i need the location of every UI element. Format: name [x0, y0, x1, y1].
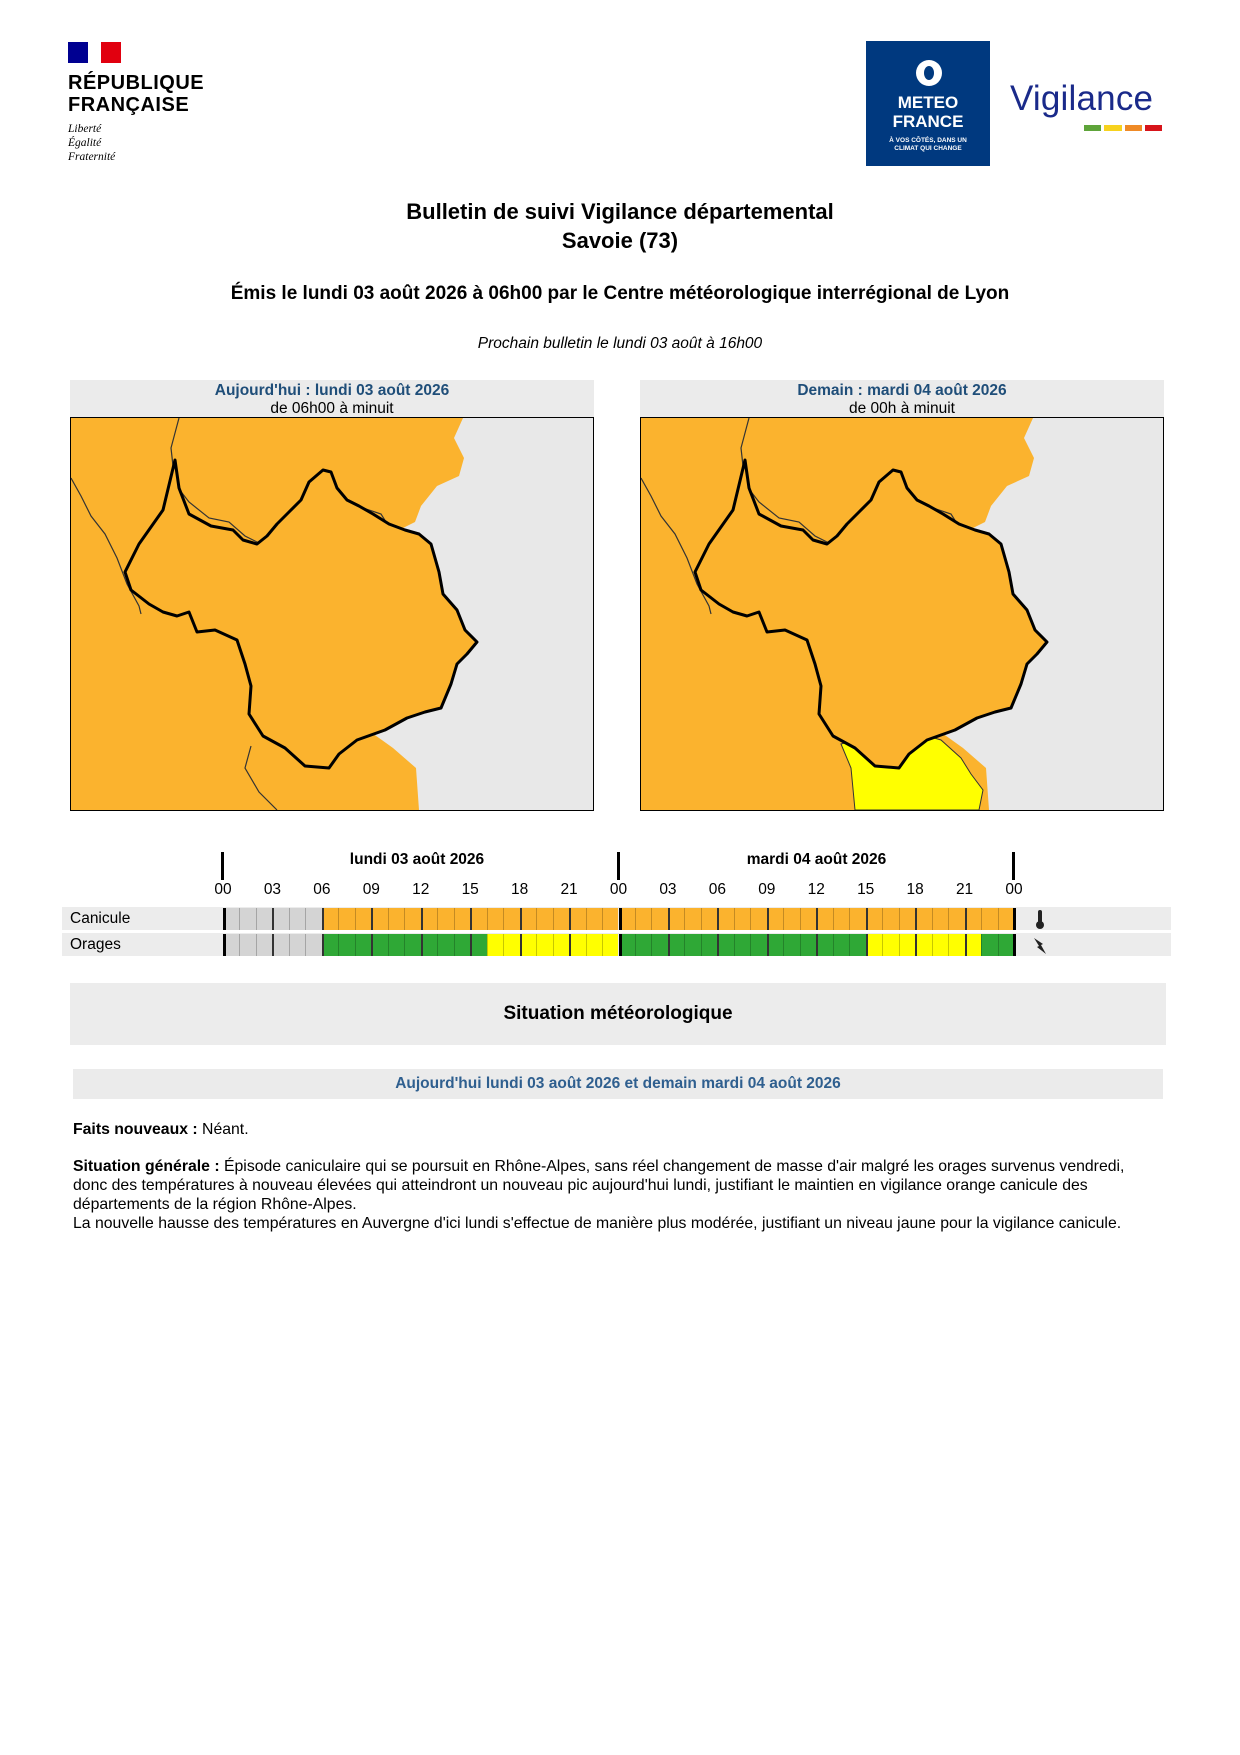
timeline-hour-cell — [272, 908, 288, 930]
timeline-hour-cell — [454, 934, 470, 956]
timeline-hour-cell — [355, 934, 371, 956]
rf-motto-fraternite: Fraternité — [68, 151, 116, 163]
timeline-hour-cell — [651, 908, 667, 930]
timeline-hour-cell — [388, 908, 404, 930]
mf-tagline-line2: CLIMAT QUI CHANGE — [894, 145, 962, 152]
situation-text-2: La nouvelle hausse des températures en Auvergne d'ici lundi s'effectue de manière plus modérée, justifiant un niveau jaune pour la vigilance canicule. — [73, 1215, 1122, 1232]
timeline-hour-cell — [783, 934, 799, 956]
republique-francaise-logo — [68, 42, 208, 172]
timeline-hour-cell — [256, 934, 272, 956]
timeline-tick-label: 06 — [708, 881, 726, 898]
timeline-tick-label: 00 — [214, 881, 232, 898]
timeline-hour-cell — [932, 934, 948, 956]
timeline-tick-label: 21 — [955, 881, 974, 898]
timeline-hour-cell — [239, 908, 255, 930]
timeline-hour-cell — [536, 908, 552, 930]
timeline-hour-cell — [800, 934, 816, 956]
map-tomorrow-day: Demain : mardi 04 août 2026 — [797, 382, 1007, 399]
timeline-hour-cell — [586, 934, 602, 956]
timeline-day-separator — [617, 852, 620, 880]
marianne-flag-icon — [68, 42, 121, 63]
timeline-tick-label: 21 — [560, 881, 578, 898]
timeline-tick-label: 00 — [1005, 881, 1023, 898]
timeline-hour-cell — [717, 908, 733, 930]
mf-name-line1: METEO — [897, 93, 959, 112]
rf-motto-liberte: Liberté — [68, 123, 102, 135]
timeline-hour-cell — [701, 934, 717, 956]
timeline-hour-cell — [553, 908, 569, 930]
timeline-hour-cell — [223, 934, 239, 956]
timeline-hour-cell — [882, 934, 898, 956]
timeline-hour-cell — [619, 934, 635, 956]
situation-label: Situation générale : — [73, 1158, 220, 1175]
timeline-hour-cell — [635, 934, 651, 956]
timeline-hour-cell — [421, 908, 437, 930]
timeline-tick-label: 18 — [906, 881, 924, 898]
timeline-tick-label: 15 — [461, 881, 479, 898]
timeline-hour-cell — [948, 908, 964, 930]
map-tomorrow-span: de 00h à minuit — [849, 400, 955, 417]
timeline-hour-cell — [503, 908, 519, 930]
mf-name-line2: FRANCE — [892, 112, 964, 131]
orages-label: Orages — [70, 936, 121, 953]
timeline-hour-cell — [305, 934, 321, 956]
issued-line: Émis le lundi 03 août 2026 à 06h00 par le Centre météorologique interrégional de Lyon — [230, 283, 1010, 304]
timeline-hour-cell — [338, 908, 354, 930]
map-tomorrow — [640, 417, 1164, 811]
timeline-hour-cell — [569, 934, 585, 956]
thermometer-icon — [1032, 908, 1048, 930]
timeline-hour-cell — [272, 934, 288, 956]
timeline-hour-cell — [388, 934, 404, 956]
timeline-hour-cell — [322, 908, 338, 930]
vigilance-wordmark: Vigilance — [1010, 79, 1154, 118]
situation-title: Situation météorologique — [70, 983, 1166, 1045]
rf-name-line1: RÉPUBLIQUE — [68, 72, 205, 94]
timeline-hour-cell — [289, 908, 305, 930]
timeline-hour-cell — [981, 908, 997, 930]
timeline-hour-cell — [322, 934, 338, 956]
timeline-hour-cell — [734, 934, 750, 956]
timeline-hour-cell — [256, 908, 272, 930]
timeline-hour-cell — [948, 934, 964, 956]
timeline-day1-label: lundi 03 août 2026 — [349, 851, 485, 868]
timeline-hour-cell — [651, 934, 667, 956]
map-today-day: Aujourd'hui : lundi 03 août 2026 — [214, 382, 450, 399]
timeline-hour-cell — [239, 934, 255, 956]
rf-motto-egalite: Égalité — [68, 137, 102, 149]
timeline-tick-label: 06 — [313, 881, 331, 898]
timeline-hour-cell — [899, 908, 915, 930]
timeline-hour-cell — [487, 908, 503, 930]
timeline-hour-cell — [305, 908, 321, 930]
faits-text: Néant. — [197, 1121, 249, 1138]
timeline-tick-label: 15 — [857, 881, 875, 898]
timeline-hour-cell — [866, 934, 882, 956]
timeline-hour-cell — [816, 908, 832, 930]
timeline-hour-cell — [783, 908, 799, 930]
mf-tagline-line1: À VOS CÔTÉS, DANS UN — [889, 137, 967, 144]
timeline-hour-cell — [849, 908, 865, 930]
timeline-hour-cell — [816, 934, 832, 956]
timeline-end-marker — [1013, 934, 1016, 956]
timeline-tick-label: 09 — [758, 881, 776, 898]
meteo-france-logo — [866, 41, 990, 166]
timeline-hour-cell — [882, 908, 898, 930]
timeline-hour-cell — [750, 908, 766, 930]
timeline-hour-cell — [503, 934, 519, 956]
bulletin-title: Bulletin de suivi Vigilance départemental — [406, 199, 834, 224]
map-today-span: de 06h00 à minuit — [270, 400, 394, 417]
timeline-hour-cell — [602, 908, 618, 930]
timeline-hour-cell — [586, 908, 602, 930]
timeline-hour-cell — [965, 934, 981, 956]
timeline-hour-cell — [915, 908, 931, 930]
timeline-hour-cell — [684, 908, 700, 930]
timeline-hour-cell — [470, 934, 486, 956]
timeline-hour-cell — [569, 908, 585, 930]
vigilance-bar-2 — [1125, 125, 1142, 131]
timeline-hour-cell — [635, 908, 651, 930]
timeline-hour-cell — [998, 908, 1014, 930]
timeline-hour-cell — [668, 934, 684, 956]
timeline-hour-cell — [899, 934, 915, 956]
vigilance-logo — [1010, 80, 1160, 134]
faits-nouveaux — [73, 1120, 1163, 1139]
timeline-hour-cell — [421, 934, 437, 956]
vigilance-color-bars — [1084, 125, 1162, 131]
timeline-hour-cell — [602, 934, 618, 956]
map-tomorrow-svg — [641, 418, 1163, 810]
timeline-hour-cell — [965, 908, 981, 930]
timeline-hour-cell — [487, 934, 503, 956]
timeline-hour-cell — [520, 934, 536, 956]
timeline-hour-cell — [619, 908, 635, 930]
timeline-hour-cell — [454, 908, 470, 930]
timeline-hour-cell — [800, 908, 816, 930]
map-today-header — [70, 380, 594, 417]
timeline-hour-cell — [701, 908, 717, 930]
timeline-hour-cell — [833, 934, 849, 956]
timeline-tick-label: 03 — [263, 881, 282, 898]
period-title: Aujourd'hui lundi 03 août 2026 et demain mardi 04 août 2026 — [73, 1069, 1163, 1099]
next-bulletin: Prochain bulletin le lundi 03 août à 16h00 — [477, 335, 763, 352]
timeline-hour-cell — [981, 934, 997, 956]
timeline-hour-cell — [553, 934, 569, 956]
timeline-hour-cell — [355, 908, 371, 930]
timeline-hour-cell — [833, 908, 849, 930]
vigilance-bar-1 — [1104, 125, 1121, 131]
timeline-hour-cell — [470, 908, 486, 930]
timeline-hour-cell — [767, 908, 783, 930]
vigilance-bar-0 — [1084, 125, 1101, 131]
timeline-hour-cell — [520, 908, 536, 930]
timeline-hour-cell — [404, 934, 420, 956]
timeline-hour-cell — [223, 908, 239, 930]
timeline-tick-label: 18 — [511, 881, 529, 898]
timeline-tick-label: 12 — [412, 881, 430, 898]
timeline-hour-cell — [717, 934, 733, 956]
timeline-tick-label: 00 — [609, 881, 628, 898]
timeline-hour-cell — [767, 934, 783, 956]
timeline-hour-cell — [668, 908, 684, 930]
timeline-tick-label: 09 — [362, 881, 380, 898]
timeline-day-separator — [221, 852, 224, 880]
lightning-icon — [1030, 936, 1050, 956]
timeline-hour-cell — [866, 908, 882, 930]
timeline-tick-label: 12 — [807, 881, 825, 898]
timeline-hour-cell — [437, 908, 453, 930]
vigilance-bar-3 — [1145, 125, 1162, 131]
timeline-hour-cell — [536, 934, 552, 956]
timeline-hour-cell — [289, 934, 305, 956]
timeline-hour-cell — [684, 934, 700, 956]
timeline-hour-cell — [404, 908, 420, 930]
timeline-day2-label: mardi 04 août 2026 — [746, 851, 887, 868]
timeline-hour-cell — [849, 934, 865, 956]
situation-text: Épisode caniculaire qui se poursuit en Rhône-Alpes, sans réel changement de masse d'air malgré les orages survenus vendredi, donc des températures à nouveau élevées qui atteindront un nouveau pic aujourd'hui lundi, justifiant le maintien en vigilance orange canicule des départements de la région Rhône-Alpes. — [73, 1158, 1125, 1213]
timeline-hour-cell — [915, 934, 931, 956]
map-today — [70, 417, 594, 811]
timeline-hour-cell — [734, 908, 750, 930]
map-tomorrow-header — [640, 380, 1164, 417]
map-today-svg — [71, 418, 593, 810]
rf-name-line2: FRANÇAISE — [68, 94, 190, 116]
timeline-day-separator — [1012, 852, 1015, 880]
timeline-hour-cell — [750, 934, 766, 956]
faits-label: Faits nouveaux : — [73, 1121, 198, 1138]
timeline-tick-label: 03 — [659, 881, 677, 898]
situation-generale — [73, 1157, 1163, 1233]
timeline-hour-cell — [437, 934, 453, 956]
timeline-hour-cell — [371, 934, 387, 956]
canicule-label: Canicule — [70, 910, 131, 927]
timeline-hour-cell — [998, 934, 1014, 956]
timeline-hour-cell — [932, 908, 948, 930]
department-title: Savoie (73) — [561, 228, 679, 253]
timeline-hour-cell — [371, 908, 387, 930]
timeline-end-marker — [1013, 908, 1016, 930]
meteo-france-emblem-icon — [916, 60, 942, 86]
timeline-hour-cell — [338, 934, 354, 956]
